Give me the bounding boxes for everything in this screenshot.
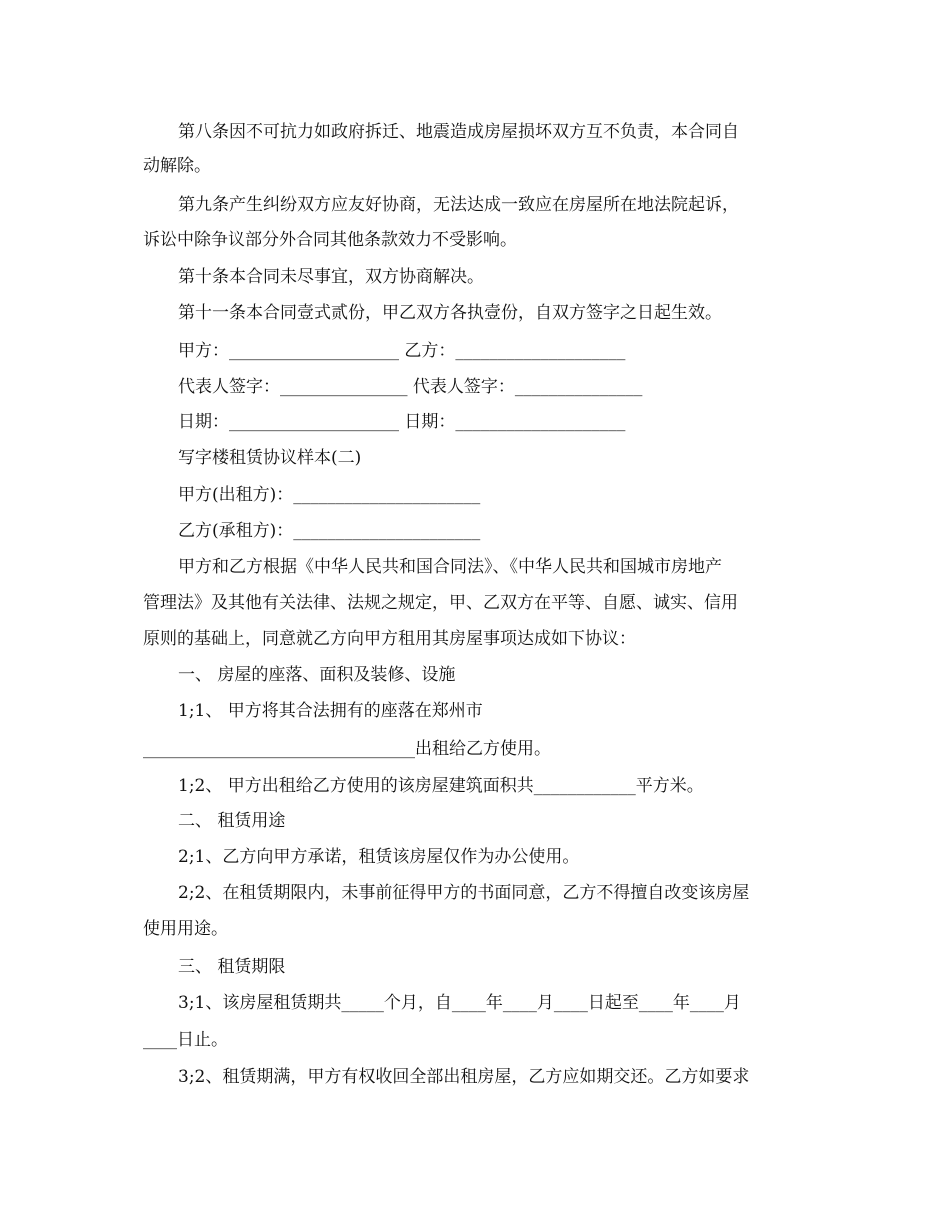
text-line: 诉讼中除争议部分外合同其他条款效力不受影响。 [143,230,517,250]
section-title: 写字楼租赁协议样本(二) [178,448,362,468]
text-line: ____日止。 [143,1030,228,1050]
text-line: 第八条因不可抗力如政府拆迁、地震造成房屋损坏双方互不负责，本合同自 [178,122,739,142]
text-line: ________________________________出租给乙方使用。 [143,739,551,759]
signature-line-party-a-b: 甲方：____________________ 乙方：____________________ [178,341,626,361]
text-line: 3;2、租赁期满，甲方有权收回全部出租房屋，乙方应如期交还。乙方如要求 [178,1067,750,1087]
text-line: 1;1、 甲方将其合法拥有的座落在郑州市 [178,701,483,721]
text-line: 甲方和乙方根据《中华人民共和国合同法》、《中华人民共和国城市房地产 [178,557,722,577]
text-line: 第十条本合同未尽事宜，双方协商解决。 [178,267,484,287]
text-line: 动解除。 [143,156,211,176]
heading: 一、 房屋的座落、面积及装修、设施 [178,665,456,685]
text-line: 2;2、在租赁期限内，未事前征得甲方的书面同意，乙方不得擅自改变该房屋 [178,883,750,903]
text-line: 乙方(承租方)：______________________ [178,521,481,541]
text-line: 第十一条本合同壹式贰份，甲乙双方各执壹份，自双方签字之日起生效。 [178,303,722,323]
heading: 三、 租赁期限 [178,957,286,977]
text-line: 第九条产生纠纷双方应友好协商，无法达成一致应在房屋所在地法院起诉， [178,195,739,215]
text-line: 甲方(出租方)：______________________ [178,485,481,505]
signature-line-representative: 代表人签字：_______________ 代表人签字：_______________ [178,377,643,397]
text-line: 使用用途。 [143,919,228,939]
heading: 二、 租赁用途 [178,811,286,831]
text-line: 管理法》及其他有关法律、法规之规定，甲、乙双方在平等、自愿、诚实、信用 [143,593,738,613]
text-line: 原则的基础上，同意就乙方向甲方租用其房屋事项达成如下协议： [143,629,636,649]
signature-line-date: 日期：____________________ 日期：____________________ [178,412,626,432]
text-line: 1;2、 甲方出租给乙方使用的该房屋建筑面积共____________平方米。 [178,776,704,796]
text-line: 2;1、乙方向甲方承诺，租赁该房屋仅作为办公使用。 [178,847,580,867]
text-line: 3;1、该房屋租赁期共_____个月，自____年____月____日起至____年____月 [178,993,741,1013]
